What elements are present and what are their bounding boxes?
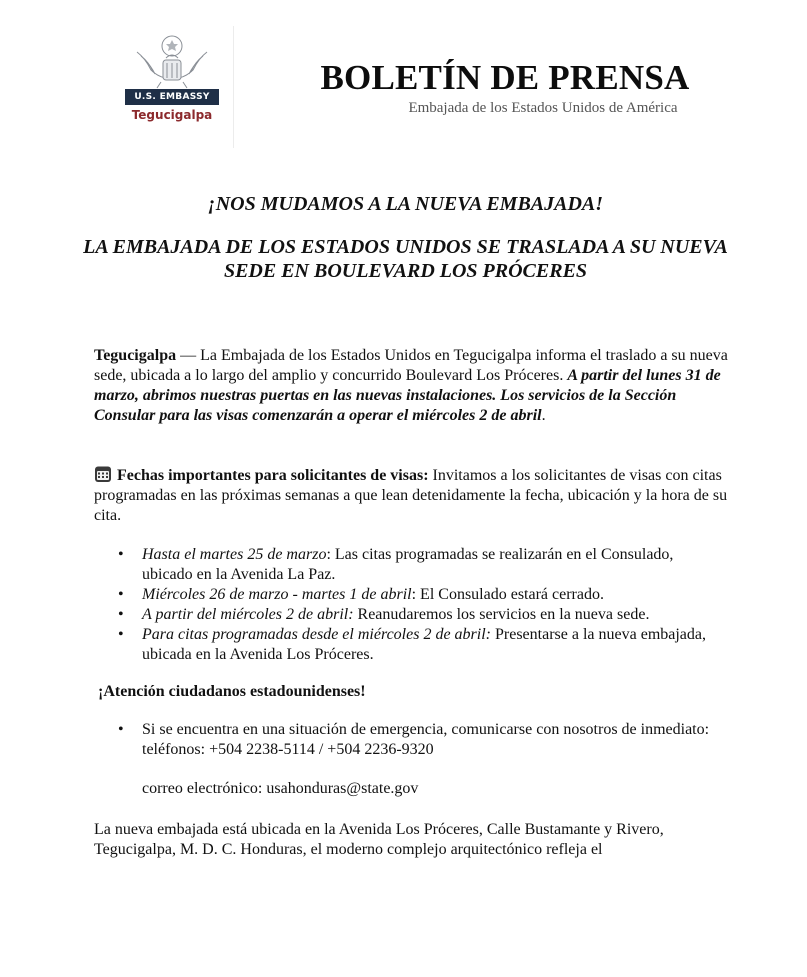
intro-emphasis: A partir del lunes 31 de marzo, abrimos nuestras puertas en las nuevas instalaciones. Los servicios de la Sección Consular para las visas comenzarán a operar el miércoles 2 de abril [94,367,721,424]
visa-dates-list [94,545,728,665]
headline-secondary: LA EMBAJADA DE LOS ESTADOS UNIDOS SE TRASLADA A SU NUEVA SEDE EN BOULEVARD LOS PRÓCERES [83,236,728,282]
dateline: Tegucigalpa [94,347,177,364]
list-item [94,720,728,760]
visa-heading: Fechas importantes para solicitantes de visas: [117,467,429,484]
list-item [94,625,728,665]
closing-paragraph: La nueva embajada está ubicada en la Avenida Los Próceres, Calle Bustamante y Rivero, Tegucigalpa, M. D. C. Honduras, el moderno complejo arquitectónico refleja el [94,821,664,858]
date-text: Presentarse a la nueva embajada, ubicada en la Avenida Los Próceres. [142,626,707,663]
intro-text: — La Embajada de los Estados Unidos en Tegucigalpa informa el traslado a su nueva sede, ubicada a lo largo del amplio y concurrido Boulevard Los Próceres. [94,347,728,384]
bullet: • [118,606,124,623]
bullet: • [118,626,124,643]
date-label: Hasta el martes 25 de marzo [142,546,327,563]
page-subtitle: Embajada de los Estados Unidos de América [408,100,678,116]
logo-city: Tegucigalpa [131,108,213,122]
eagle-seal-icon [131,32,213,90]
bullet: • [118,586,124,603]
list-item [94,545,728,585]
list-item [94,585,728,605]
visa-text: Invitamos a los solicitantes de visas con citas programadas en las próximas semanas a que lean detenidamente la fecha, ubicación y la hora de su cita. [94,467,728,524]
date-label: A partir del miércoles 2 de abril: [142,606,354,623]
bullet: • [118,721,124,738]
date-text: Reanudaremos los servicios en la nueva sede. [353,606,650,623]
visa-paragraph [94,465,728,526]
date-text: Las citas programadas se realizarán en el Consulado, ubicado en la Avenida La Paz. [142,546,674,583]
date-label: Miércoles 26 de marzo - martes 1 de abril [142,586,412,603]
attention-list [94,720,728,760]
intro-period: . [541,407,546,424]
emergency-text: Si se encuentra en una situación de emergencia, comunicarse con nosotros de inmediato: teléfonos: +504 2238-5114 / +504 2236-9320 [142,721,710,758]
page-title: BOLETÍN DE PRENSA [320,58,690,97]
calendar-icon [94,465,112,483]
label-separator: : [411,586,417,603]
logo-banner: U.S. EMBASSY [125,89,219,105]
label-separator: : [326,546,331,563]
date-label: Para citas programadas desde el miércoles 2 de abril: [142,626,491,643]
attention-heading: ¡Atención ciudadanos estadounidenses! [98,683,366,700]
list-item [94,605,728,625]
date-text: El Consulado estará cerrado. [416,586,604,603]
logo-edge [233,26,234,148]
bullet: • [118,546,124,563]
embassy-logo [109,26,235,148]
intro-paragraph [94,346,728,426]
email-line: correo electrónico: usahonduras@state.gov [142,780,419,797]
headline-primary: ¡NOS MUDAMOS A LA NUEVA EMBAJADA! [207,193,604,215]
